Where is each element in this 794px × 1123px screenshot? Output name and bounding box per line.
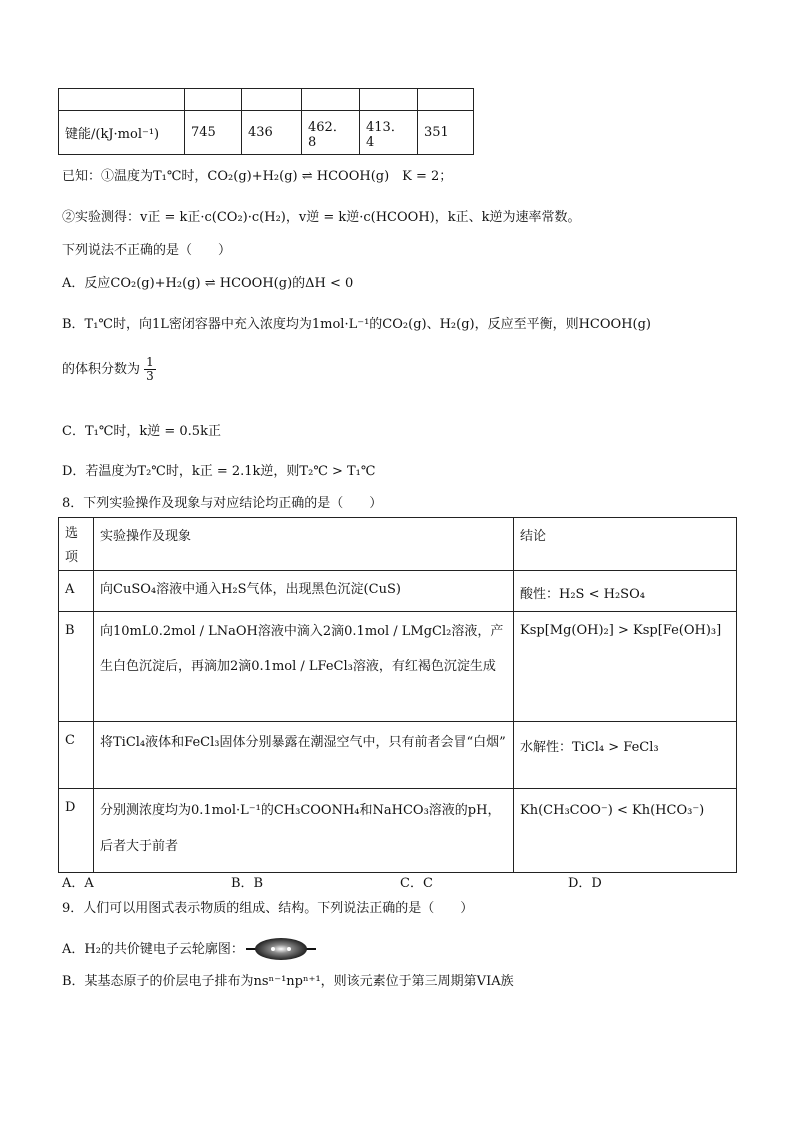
electron-cloud-icon [244,936,318,962]
row-operation: 向10mL0.2mol / LNaOH溶液中滴入2滴0.1mol / LMgCl₂溶液，产生白色沉淀后，再滴加2滴0.1mol / LFeCl₃溶液，有红褐色沉淀生成 [94,612,514,722]
row-conclusion: Kh(CH₃COO⁻) < Kh(HCO₃⁻) [514,789,737,873]
row-conclusion: Ksp[Mg(OH)₂] > Ksp[Fe(OH)₃] [514,612,737,722]
known-rate-law: ②实验测得：v正 = k正·c(CO₂)·c(H₂)，v逆 = k逆·c(HCOOH)，k正、k逆为速率常数。 [62,210,581,225]
fraction [144,356,156,383]
q9-option-a [62,936,318,962]
bond-energy-table [58,88,474,155]
q9-option-b: B．某基态原子的价层电子排布为nsⁿ⁻¹npⁿ⁺¹，则该元素位于第三周期第VIA族 [62,974,514,989]
header-option: 选项 [59,518,94,571]
known-equilibrium: 已知：①温度为T₁℃时，CO₂(g)+H₂(g) ⇌ HCOOH(g) K = 2； [62,169,453,184]
q7-option-a: A．反应CO₂(g)+H₂(g) ⇌ HCOOH(g)的ΔH < 0 [62,276,354,291]
q8-choice-a: A．A [62,876,94,891]
bond-energy-label: 键能/(kJ·mol⁻¹) [59,111,185,155]
q7-option-c: C．T₁℃时，k逆 = 0.5k正 [62,424,221,439]
fraction-denominator: 3 [146,369,154,383]
header-operation: 实验操作及现象 [94,518,514,571]
row-option: B [59,612,94,722]
question-8-stem: 8．下列实验操作及现象与对应结论均正确的是（ ） [62,496,383,511]
bond-energy-value: 436 [242,111,302,155]
q8-choice-d: D．D [568,876,602,891]
experiment-table [58,517,737,873]
row-operation: 分别测浓度均为0.1mol·L⁻¹的CH₃COONH₄和NaHCO₃溶液的pH，后者大于前者 [94,789,514,873]
bond-energy-value: 351 [418,111,474,155]
row-conclusion: 水解性：TiCl₄ > FeCl₃ [514,722,737,789]
q7-option-d: D．若温度为T₂℃时，k正 = 2.1k逆，则T₂℃ > T₁℃ [62,464,376,479]
q7-option-b-text: 的体积分数为 [62,362,141,377]
bond-energy-value: 462．8 [302,111,360,155]
row-option: C [59,722,94,789]
header-conclusion: 结论 [514,518,737,571]
q8-choice-b: B．B [231,876,264,891]
q8-choice-c: C．C [400,876,433,891]
question-9-stem: 9．人们可以用图式表示物质的组成、结构。下列说法正确的是（ ） [62,901,474,916]
q7-option-b-line1: B．T₁℃时，向1L密闭容器中充入浓度均为1mol·L⁻¹的CO₂(g)、H₂(g)，反应至平衡，则HCOOH(g) [62,317,651,332]
q7-option-b-line2 [62,356,156,383]
bond-energy-value: 413．4 [360,111,418,155]
row-option: D [59,789,94,873]
row-conclusion: 酸性：H₂S < H₂SO₄ [514,571,737,612]
row-operation: 向CuSO₄溶液中通入H₂S气体，出现黑色沉淀(CuS) [94,571,514,612]
question-7-stem: 下列说法不正确的是（ ） [62,243,232,258]
q9-option-a-text: A．H₂的共价键电子云轮廓图： [62,941,244,957]
row-option: A [59,571,94,612]
bond-energy-value: 745 [185,111,242,155]
row-operation: 将TiCl₄液体和FeCl₃固体分别暴露在潮湿空气中，只有前者会冒“白烟” [94,722,514,789]
fraction-numerator: 1 [146,355,154,369]
